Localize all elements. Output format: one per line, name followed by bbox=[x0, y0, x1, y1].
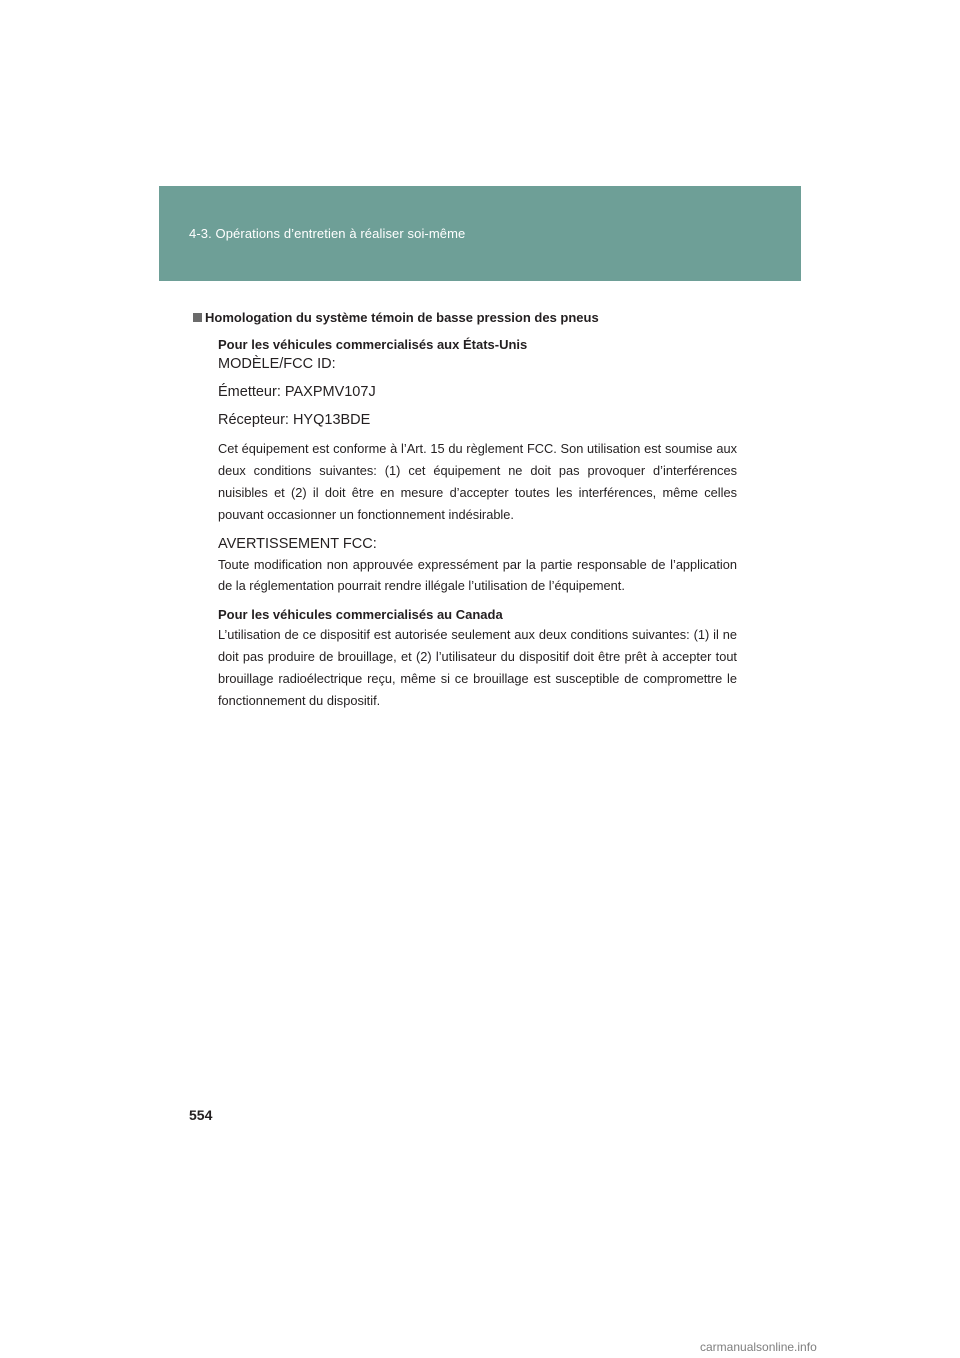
canada-subheading: Pour les véhicules commercialisés au Canada bbox=[218, 607, 503, 622]
page-content bbox=[205, 309, 737, 712]
usa-block bbox=[218, 336, 737, 712]
model-fcc-id-label: MODÈLE/FCC ID: bbox=[218, 356, 336, 372]
receiver-id: Récepteur: HYQ13BDE bbox=[218, 412, 371, 428]
transmitter-id: Émetteur: PAXPMV107J bbox=[218, 384, 376, 400]
usa-subheading: Pour les véhicules commercialisés aux États-Unis bbox=[218, 337, 528, 352]
page-number: 554 bbox=[189, 1107, 213, 1123]
chapter-section-title: 4-3. Opérations d’entretien à réaliser soi-même bbox=[189, 226, 466, 241]
fcc-warning-label: AVERTISSEMENT FCC: bbox=[218, 536, 377, 552]
fcc-compliance-text: Cet équipement est conforme à l’Art. 15 du règlement FCC. Son utilisation est soumise aux deux conditions suivantes: (1) cet équipement ne doit pas provoquer d’interférences nuisibles et (2) il doit être en mesure d’accepter toutes les interférences, même celles pouvant occasionner un fonctionnement indésirable. bbox=[218, 441, 737, 522]
section-heading-text: Homologation du système témoin de basse pression des pneus bbox=[205, 310, 599, 325]
fcc-warning-text: Toute modification non approuvée expressément par la partie responsable de l’application de la réglementation pourrait rendre illégale l’utilisation de l’équipement. bbox=[218, 557, 737, 593]
square-bullet-icon bbox=[193, 313, 202, 322]
chapter-header-band bbox=[159, 186, 801, 281]
section-heading bbox=[205, 309, 737, 327]
canada-text: L’utilisation de ce dispositif est autorisée seulement aux deux conditions suivantes: (1) il ne doit pas produire de brouillage, et (2) l’utilisateur du dispositif doit être prêt à accepter tout brouillage radioélectrique reçu, même si ce brouillage est susceptible de compromettre le fonctionnement du dispositif. bbox=[218, 627, 737, 708]
site-watermark: carmanualsonline.info bbox=[700, 1340, 817, 1354]
